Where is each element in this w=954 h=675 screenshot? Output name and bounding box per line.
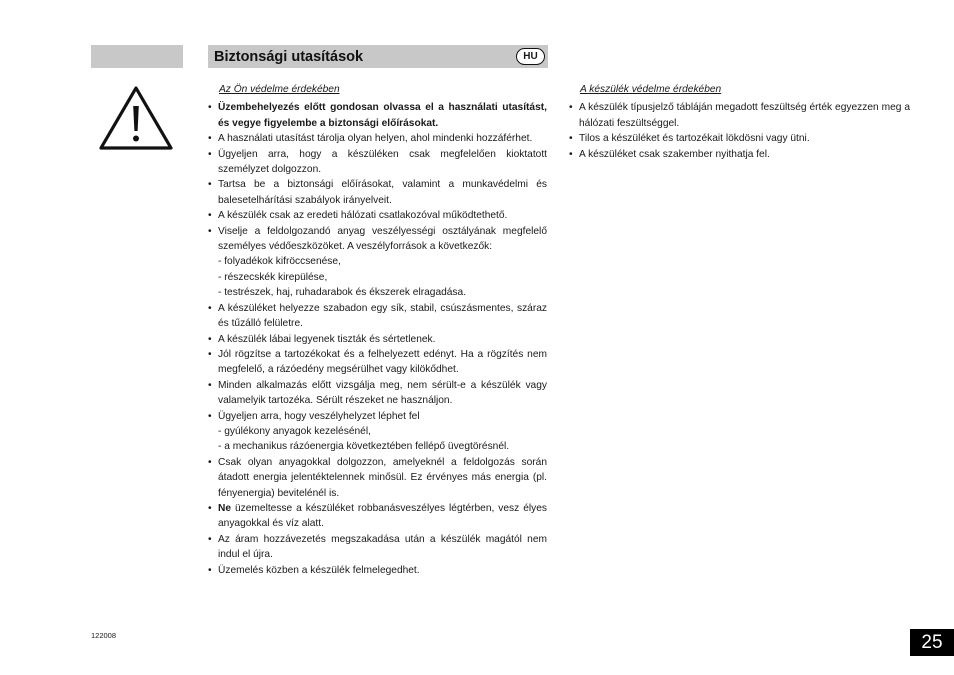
bullet-icon: • [208,410,212,422]
warning-triangle-icon [97,84,175,152]
item-text: Ügyeljen arra, hogy a készüléken csak megfelelően kioktatott személyzet dolgozzon. [218,148,547,176]
list-item [207,147,547,178]
list-item [207,224,547,255]
bullet-icon: • [569,133,573,145]
sub-item: - részecskék kirepülése, [218,271,328,283]
section-title: Biztonsági utasítások [214,48,364,65]
item-text: A használati utasítást tárolja olyan helyen, ahol mindenki hozzáférhet. [218,133,533,145]
bullet-icon: • [208,533,212,545]
right-safety-list [568,100,910,162]
language-badge: HU [516,48,545,65]
bullet-icon: • [208,564,212,576]
bullet-icon: • [208,102,212,114]
bullet-icon: • [208,210,212,222]
bullet-icon: • [569,102,573,114]
bullet-icon: • [208,179,212,191]
item-text: A készülék típusjelző tábláján megadott feszültség érték egyezzen meg a hálózati feszültséggel. [579,102,910,129]
item-text: Viselje a feldolgozandó anyag veszélyességi osztályának megfelelő személyes védőeszközöket. A veszélyforrások a következők: [218,225,547,253]
list-item [207,455,547,501]
sub-item: - testrészek, haj, ruhadarabok és ékszerek elragadása. [218,287,467,299]
sub-item: - gyúlékony anyagok kezelésénél, [218,425,371,437]
list-item [207,208,547,223]
list-item [207,131,547,146]
sub-item: - folyadékok kifröccsenése, [218,256,341,268]
list-item [568,100,910,131]
list-item [568,131,910,146]
item-text: Tilos a készüléket és tartozékait lökdösni vagy ütni. [579,133,810,145]
list-item [207,378,547,409]
list-item [207,301,547,332]
bullet-icon: • [208,225,212,237]
item-text: Üzembehelyezés előtt gondosan olvassa el a használati utasítást, és vegye figyelembe a biztonsági előírásokat. [218,102,547,129]
bullet-icon: • [569,148,573,160]
left-gray-bar [91,45,183,68]
bullet-icon: • [208,148,212,160]
bullet-icon: • [208,348,212,360]
item-text: Jól rögzítse a tartozékokat és a felhelyezett edényt. Ha a rögzítés nem megfelelő, a rázóedény megsérülhet vagy kilökődhet. [218,348,547,376]
sub-item: - a mechanikus rázóenergia következtében fellépő üvegtörésnél. [218,441,510,453]
item-text: üzemeltesse a készüléket robbanásveszélyes légtérben, vesz élyes anyagokkal és víz alatt. [218,502,547,530]
bullet-icon: • [208,456,212,468]
list-item [207,177,547,208]
item-lead: Ne [218,502,232,514]
item-text: Az áram hozzávezetés megszakadása után a készülék magától nem indul el újra. [218,533,547,561]
list-item [207,501,547,532]
right-column [568,82,910,162]
right-subtitle: A készülék védelme érdekében [580,84,722,95]
left-safety-list [207,100,547,578]
bullet-icon: • [208,379,212,391]
item-text: Minden alkalmazás előtt vizsgálja meg, nem sérült-e a készülék vagy valamelyik tartozéka. Sérült részeket ne használjon. [218,379,547,407]
item-text: A készülék lábai legyenek tiszták és sértetlenek. [218,333,436,345]
list-item [207,409,547,424]
item-text: A készülék csak az eredeti hálózati csatlakozóval működtethető. [218,210,508,222]
item-text: A készüléket csak szakember nyithatja fel. [579,148,770,160]
list-item [207,347,547,378]
item-text: A készüléket helyezze szabadon egy sík, stabil, csúszásmentes, száraz és tűzálló felületre. [218,302,547,330]
item-text: Üzemelés közben a készülék felmelegedhet. [218,564,420,576]
document-code: 122008 [91,631,117,640]
bullet-icon: • [208,333,212,345]
left-column [207,82,547,578]
list-item [568,147,910,162]
bullet-icon: • [208,133,212,145]
item-text: Ügyeljen arra, hogy veszélyhelyzet léphet fel [218,410,420,422]
list-item [207,563,547,578]
section-header-bar [208,45,548,68]
item-text: Csak olyan anyagokkal dolgozzon, amelyeknél a feldolgozás során átadott energia jelentéktelennek minősül. Ez érvényes más energia (pl. fényenergia) bevitelénél is. [218,456,547,499]
page-number: 25 [910,629,954,656]
bullet-icon: • [208,302,212,314]
list-item [207,332,547,347]
item-text: Tartsa be a biztonsági előírásokat, valamint a munkavédelmi és balesetelhárítási szabályok irányelveit. [218,179,547,206]
list-item [207,532,547,563]
left-subtitle: Az Ön védelme érdekében [219,84,340,95]
list-item [207,100,547,131]
bullet-icon: • [208,502,212,514]
